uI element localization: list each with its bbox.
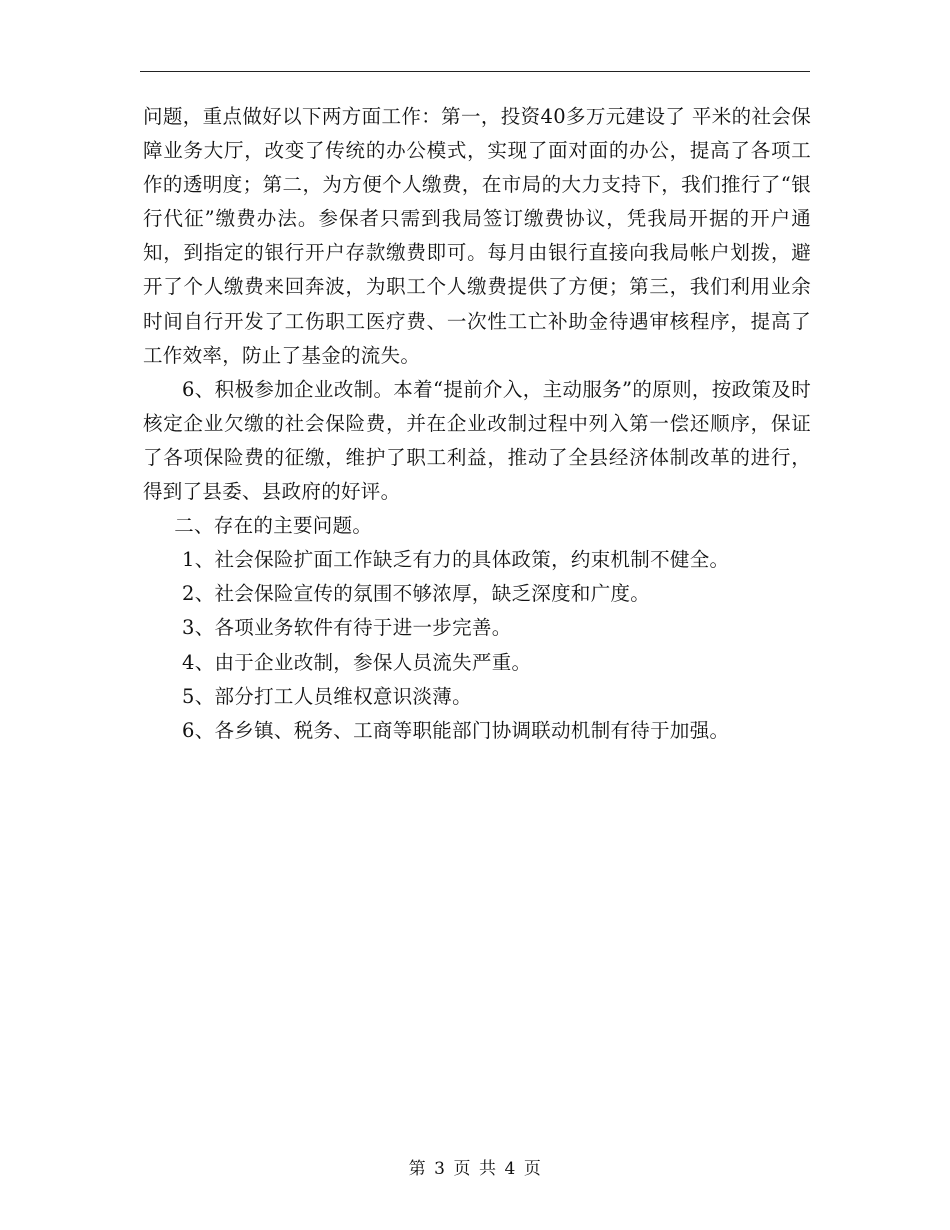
problem-item-6: 6、各乡镇、税务、工商等职能部门协调联动机制有待于加强。 bbox=[182, 718, 730, 742]
footer-label-total-unit: 页 bbox=[523, 1159, 542, 1179]
section-heading-problems: 二、存在的主要问题。 bbox=[174, 514, 373, 538]
footer-label-page-unit: 页 bbox=[453, 1159, 471, 1179]
problem-item-4: 4、由于企业改制，参保人员流失严重。 bbox=[182, 650, 532, 674]
page-footer bbox=[0, 1154, 950, 1179]
footer-current-page: 3 bbox=[434, 1159, 446, 1179]
paragraph-continuation: 问题，重点做好以下两方面工作：第一，投资40多万元建设了 平米的社会保障业务大厅，改变了传统的办公模式，实现了面对面的办公，提高了各项工作的透明度；第二，为方便个人缴费，在市局的大力支持下，我们推行了“银行代征”缴费办法。参保者只需到我局签订缴费协议，凭我局开据的开户通知，到指定的银行开户存款缴费即可。每月由银行直接向我局帐户划拨，避开了个人缴费来回奔波，为职工个人缴费提供了方便；第三，我们利用业余时间自行开发了工伤职工医疗费、一次性工亡补助金待遇审核程序，提高了工作效率，防止了基金的流失。 bbox=[143, 105, 811, 367]
footer-label-total: 共 bbox=[479, 1159, 497, 1179]
header-rule bbox=[140, 71, 810, 72]
problem-item-3: 3、各项业务软件有待于进一步完善。 bbox=[182, 616, 512, 640]
problem-item-2: 2、社会保险宣传的氛围不够浓厚，缺乏深度和广度。 bbox=[182, 582, 651, 606]
paragraph-item-6-reform: 6、积极参加企业改制。本着“提前介入，主动服务”的原则，按政策及时核定企业欠缴的社会保险费，并在企业改制过程中列入第一偿还顺序，保证了各项保险费的征缴，维护了职工利益，推动了全县经济体制改革的进行，得到了县委、县政府的好评。 bbox=[143, 377, 811, 504]
problem-item-1: 1、社会保险扩面工作缺乏有力的具体政策，约束机制不健全。 bbox=[182, 548, 730, 572]
footer-total-pages: 4 bbox=[504, 1159, 516, 1179]
document-body bbox=[143, 100, 811, 748]
problem-item-5: 5、部分打工人员维权意识淡薄。 bbox=[182, 684, 472, 708]
footer-label-page: 第 bbox=[408, 1159, 427, 1179]
